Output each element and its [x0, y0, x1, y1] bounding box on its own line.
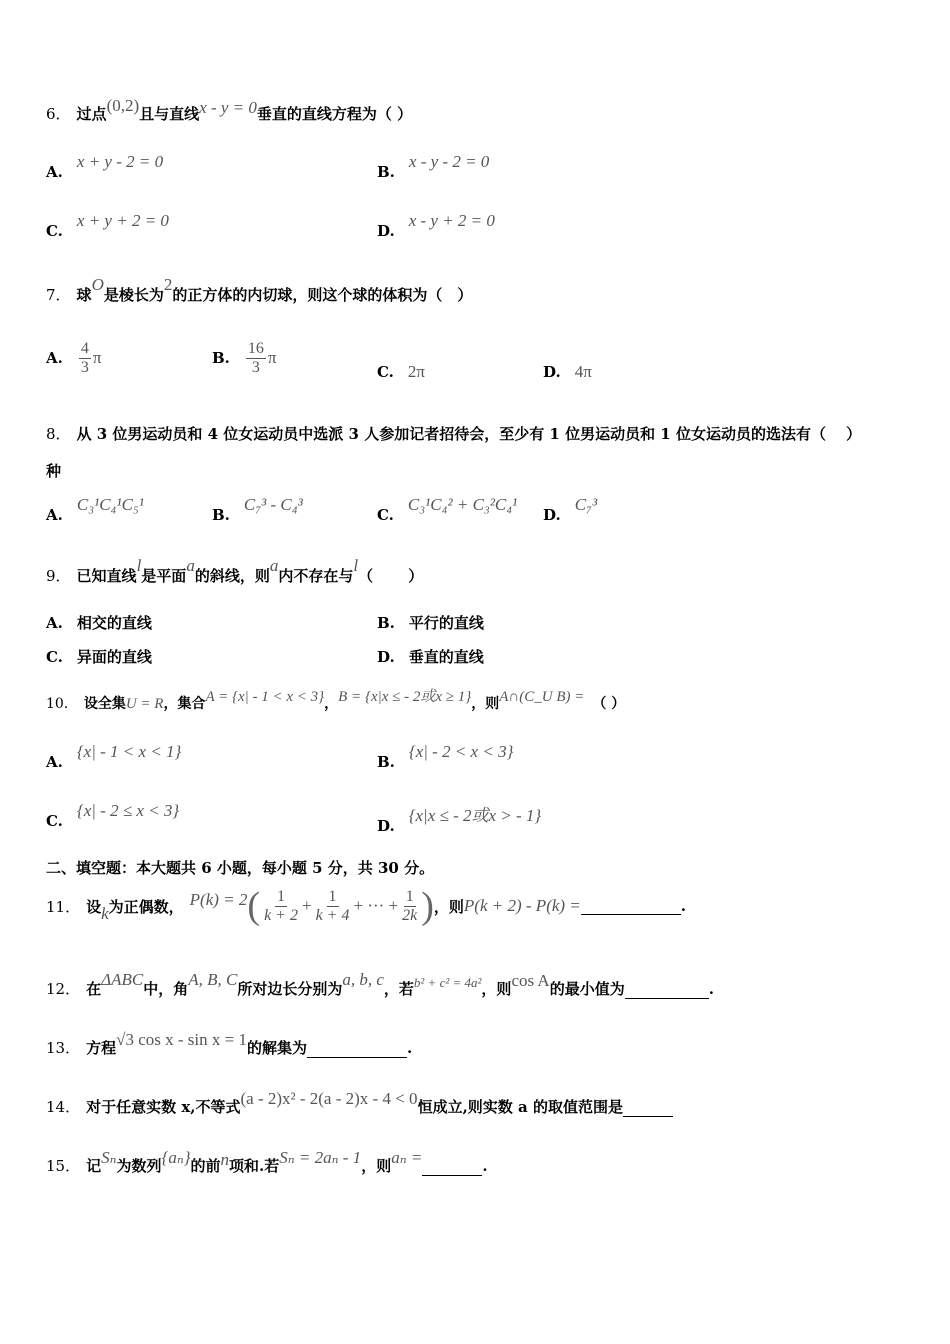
question-number: 14．	[46, 1098, 81, 1116]
option-10c[interactable]: C.{x| - 2 ≤ x < 3}	[46, 801, 180, 830]
option-9c[interactable]: C. 异面的直线	[46, 648, 152, 666]
option-8b[interactable]: B.C₇³ - C₄³	[212, 495, 303, 524]
option-8a[interactable]: A.C₃¹C₄¹C₅¹	[46, 495, 144, 524]
option-10b[interactable]: B.{x| - 2 < x < 3}	[377, 742, 514, 771]
answer-blank[interactable]	[625, 982, 709, 999]
question-number: 11．	[46, 897, 81, 916]
answer-blank[interactable]	[623, 1100, 673, 1117]
question-6: 6． 过点(0,2)且与直线x - y = 0垂直的直线方程为（ ）	[46, 96, 413, 123]
option-6c[interactable]: C.x + y + 2 = 0	[46, 211, 169, 240]
answer-blank[interactable]	[307, 1041, 407, 1058]
option-7d[interactable]: D. 4π	[543, 362, 592, 381]
question-9: 9． 已知直线l是平面a的斜线，则a内不存在与l（ ）	[46, 556, 424, 585]
question-number: 8．	[46, 425, 71, 443]
math-line: x - y = 0	[199, 98, 257, 117]
question-12: 12． 在ΔABC中，角A, B, C所对边长分别为a, b, c，若b² + c² = 4a²，则cos A的最小值为 .	[46, 970, 714, 998]
option-7a[interactable]: A. $\frac{4}{3}$ π	[46, 340, 102, 376]
option-9a[interactable]: A. 相交的直线	[46, 614, 152, 632]
option-8c[interactable]: C.C₃¹C₄² + C₃²C₄¹	[377, 495, 518, 524]
option-10a[interactable]: A.{x| - 1 < x < 1}	[46, 742, 182, 771]
question-8: 8． 从 3 位男运动员和 4 位女运动员中选派 3 人参加记者招待会，至少有 1 位男运动员和 1 位女运动员的选法有（ ）	[46, 425, 862, 443]
math-point: (0,2)	[106, 96, 140, 115]
option-6d[interactable]: D.x - y + 2 = 0	[377, 211, 495, 240]
question-number: 10．	[46, 696, 78, 712]
question-number: 7．	[46, 286, 71, 304]
option-7c[interactable]: C. 2π	[377, 362, 425, 381]
fraction: $\frac{1}{2k}$	[402, 887, 418, 924]
question-15: 15． 记Sₙ为数列{aₙ}的前n项和.若Sₙ = 2aₙ - 1，则aₙ = .	[46, 1148, 488, 1175]
answer-blank[interactable]	[581, 898, 681, 915]
option-9d[interactable]: D. 垂直的直线	[377, 648, 484, 666]
question-number: 15．	[46, 1157, 81, 1175]
option-6a[interactable]: A.x + y - 2 = 0	[46, 152, 164, 181]
question-number: 13．	[46, 1039, 81, 1057]
question-number: 12．	[46, 980, 81, 998]
question-14: 14． 对于任意实数 x,不等式(a - 2)x² - 2(a - 2)x - 4 < 0恒成立,则实数 a 的取值范围是	[46, 1096, 673, 1117]
question-7: 7． 球O是棱长为2的正方体的内切球，则这个球的体积为（ ）	[46, 275, 473, 304]
question-number: 6．	[46, 105, 71, 123]
section-heading: 二、填空题：本大题共 6 小题，每小题 5 分，共 30 分。	[46, 859, 435, 877]
question-13: 13． 方程√3 cos x - sin x = 1的解集为 .	[46, 1030, 413, 1057]
option-10d[interactable]: D.{x|x ≤ - 2或x > - 1}	[377, 806, 542, 835]
fraction: $\frac{1}{k + 4}$	[315, 887, 350, 924]
question-8-cont: 种	[46, 462, 62, 480]
option-9b[interactable]: B. 平行的直线	[377, 614, 484, 632]
option-6b[interactable]: B.x - y - 2 = 0	[377, 152, 490, 181]
fraction: $\frac{16}{3}$	[247, 340, 264, 376]
question-number: 9．	[46, 567, 71, 585]
fraction: $\frac{4}{3}$	[80, 340, 89, 376]
option-7b[interactable]: B. $\frac{16}{3}$ π	[212, 340, 277, 376]
option-8d[interactable]: D.C₇³	[543, 495, 598, 524]
fraction: $\frac{1}{k + 2}$	[264, 887, 298, 924]
question-10: 10． 设全集U = R，集合A = {x| - 1 < x < 3}，B = {x|x ≤ - 2或x ≥ 1}，则A∩(C_U B) = （ ）	[46, 689, 626, 712]
question-11: 11． 设 k 为正偶数， P(k) = 2 ( $\frac{1}{k + 2}$ + $\frac{1}{k + 4}$ + ··· + $\frac{1}{2k}$ ) ，则 P(k + 2) - P(k) = .	[46, 885, 687, 927]
answer-blank[interactable]	[422, 1159, 482, 1176]
